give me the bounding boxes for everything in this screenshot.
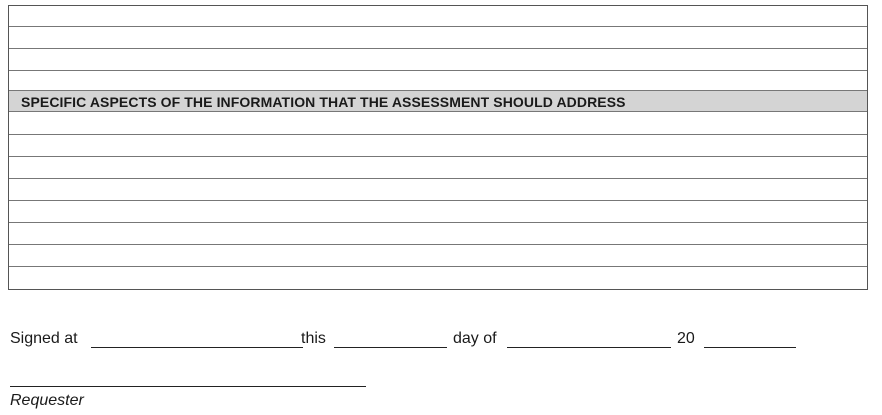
writing-line[interactable] (9, 26, 867, 27)
assessment-form-table (8, 5, 868, 290)
year-field[interactable] (704, 347, 796, 348)
requester-signature-field[interactable] (10, 386, 366, 387)
this-label: this (301, 330, 326, 347)
writing-line[interactable] (9, 178, 867, 179)
requester-label: Requester (10, 392, 84, 409)
signed-at-label: Signed at (10, 330, 78, 347)
writing-line[interactable] (9, 244, 867, 245)
year-prefix-label: 20 (677, 330, 695, 347)
writing-line[interactable] (9, 156, 867, 157)
month-field[interactable] (507, 347, 671, 348)
writing-line[interactable] (9, 266, 867, 267)
writing-line[interactable] (9, 222, 867, 223)
writing-line[interactable] (9, 48, 867, 49)
signed-at-place-field[interactable] (91, 347, 303, 348)
section-heading: SPECIFIC ASPECTS OF THE INFORMATION THAT THE ASSESSMENT SHOULD ADDRESS (21, 94, 626, 110)
day-of-label: day of (453, 330, 497, 347)
writing-line[interactable] (9, 70, 867, 71)
writing-line[interactable] (9, 200, 867, 201)
writing-line[interactable] (9, 134, 867, 135)
day-number-field[interactable] (334, 347, 447, 348)
section-header (9, 90, 867, 112)
